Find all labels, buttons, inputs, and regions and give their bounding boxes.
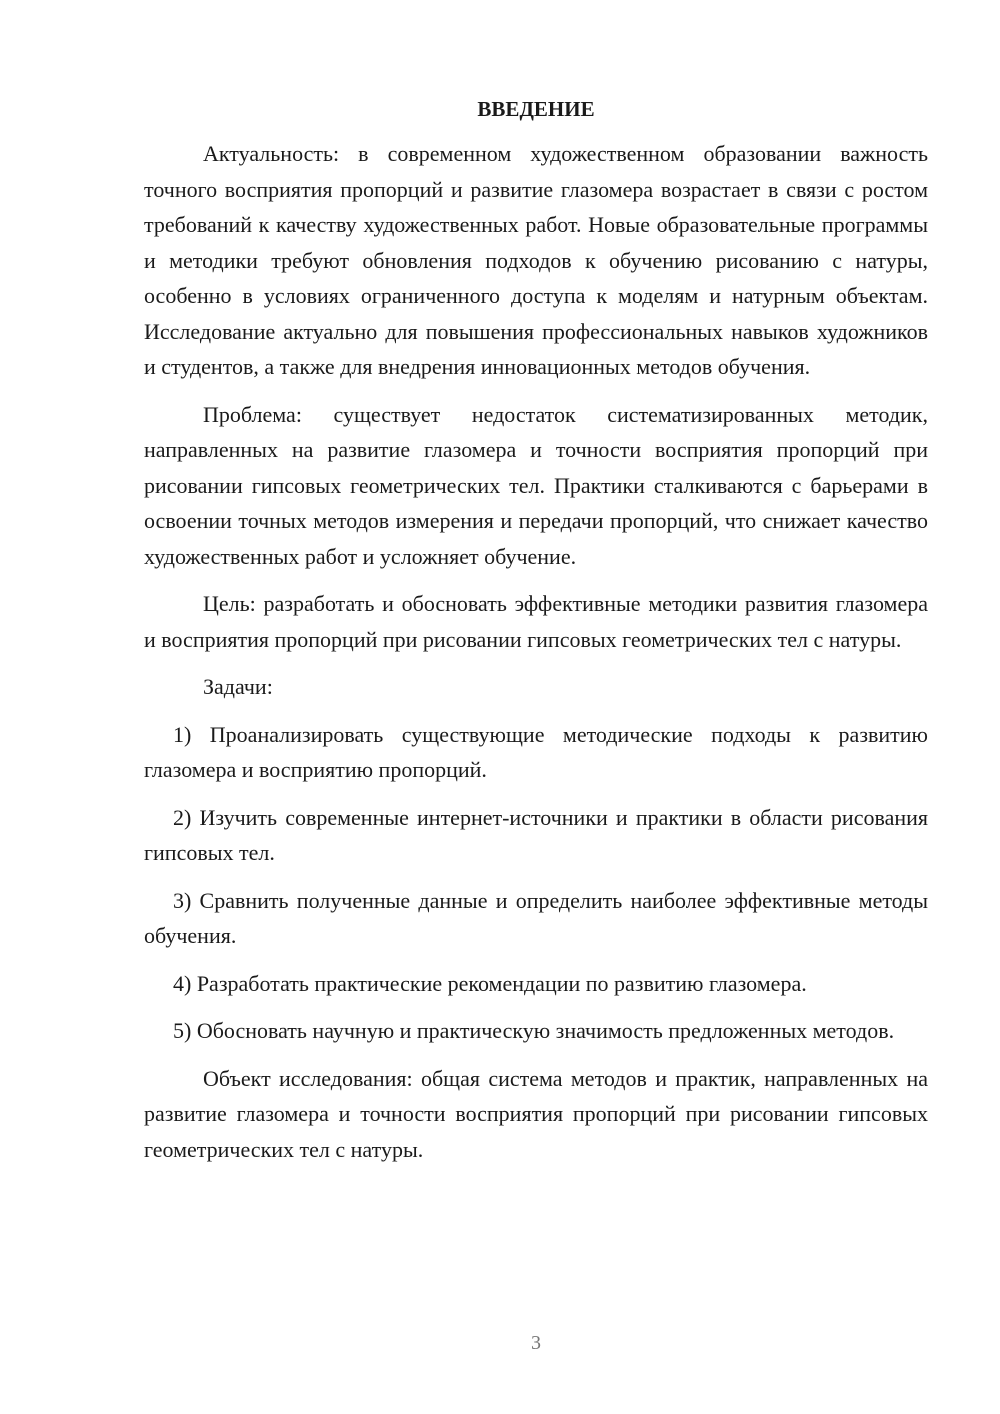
- problem-paragraph: Проблема: существует недостаток систематизированных методик, направленных на развитие глазомера и точности восприятия пропорций при рисовании гипсовых геометрических тел. Практики сталкиваются с барьерами в освоении точных методов измерения и передачи пропорций, что снижает качество художественных работ и усложняет обучение.: [144, 401, 928, 569]
- goal-paragraph: Цель: разработать и обосновать эффективные методики развития глазомера и восприятия пропорций при рисовании гипсовых геометрических тел с натуры.: [144, 591, 928, 652]
- task-item-2: 2) Изучить современные интернет-источники и практики в области рисования гипсовых тел.: [144, 804, 928, 865]
- task-item-4: 4) Разработать практические рекомендации по развитию глазомера.: [173, 970, 807, 996]
- section-heading: ВВЕДЕНИЕ: [477, 97, 595, 121]
- page-number: 3: [531, 1332, 541, 1354]
- object-paragraph: Объект исследования: общая система методов и практик, направленных на развитие глазомера и точности восприятия пропорций при рисовании гипсовых геометрических тел с натуры.: [144, 1065, 928, 1162]
- task-item-1: 1) Проанализировать существующие методические подходы к развитию глазомера и восприятию пропорций.: [144, 721, 928, 782]
- document-page: [144, 94, 928, 1179]
- task-item-3: 3) Сравнить полученные данные и определить наиболее эффективные методы обучения.: [144, 887, 928, 948]
- relevance-paragraph: Актуальность: в современном художественном образовании важность точного восприятия пропорций и развитие глазомера возрастает в связи с ростом требований к качеству художественных работ. Новые образовательные программы и методики требуют обновления подходов к обучению рисованию с натуры, особенно в условиях ограниченного доступа к моделям и натурным объектам. Исследование актуально для повышения профессиональных навыков художников и студентов, а также для внедрения инновационных методов обучения.: [144, 141, 928, 379]
- task-item-5: 5) Обосновать научную и практическую значимость предложенных методов.: [173, 1018, 895, 1043]
- tasks-label: Задачи:: [203, 674, 273, 699]
